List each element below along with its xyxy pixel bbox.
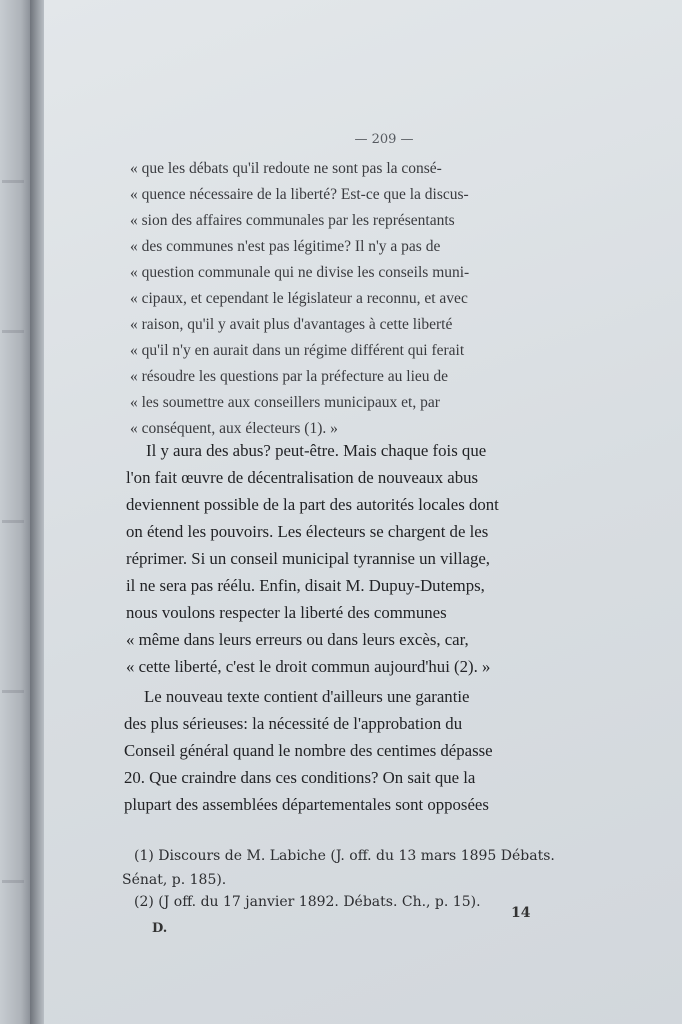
quote-line: « sion des affaires communales par les représentants xyxy=(130,212,455,229)
body-line: on étend les pouvoirs. Les électeurs se chargent de les xyxy=(126,522,489,541)
body-line: plupart des assemblées départementales sont opposées xyxy=(124,795,489,814)
body-line: des plus sérieuses: la nécessité de l'approbation du xyxy=(124,714,463,733)
book-gutter xyxy=(30,0,44,1024)
footnote: (2) (J off. du 17 janvier 1892. Débats. Ch., p. 15). xyxy=(134,894,481,910)
quote-line: « quence nécessaire de la liberté? Est-ce que la discus- xyxy=(130,186,469,203)
quote-line: « résoudre les questions par la préfecture au lieu de xyxy=(130,368,449,385)
show-through-mark xyxy=(2,330,24,333)
quote-line: « que les débats qu'il redoute ne sont pas la consé- xyxy=(130,160,442,177)
body-line: réprimer. Si un conseil municipal tyrannise un village, xyxy=(126,549,490,568)
show-through-mark xyxy=(2,520,24,523)
quote-line: « qu'il n'y en aurait dans un régime différent qui ferait xyxy=(130,342,465,359)
body-line: l'on fait œuvre de décentralisation de nouveaux abus xyxy=(126,468,479,487)
body-line: nous voulons respecter la liberté des communes xyxy=(126,603,447,622)
sheet-number: 14 xyxy=(511,905,531,921)
page-number: — 209 — xyxy=(354,132,414,147)
body-line: il ne sera pas réélu. Enfin, disait M. Dupuy-Dutemps, xyxy=(126,576,485,595)
show-through-mark xyxy=(2,690,24,693)
body-line: « même dans leurs erreurs ou dans leurs excès, car, xyxy=(126,630,469,649)
body-line: Conseil général quand le nombre des centimes dépasse xyxy=(124,741,493,760)
adjacent-page-edge xyxy=(0,0,30,1024)
quote-line: « raison, qu'il y avait plus d'avantages à cette liberté xyxy=(130,316,453,333)
quote-line: « les soumettre aux conseillers municipaux et, par xyxy=(130,394,440,411)
body-line: « cette liberté, c'est le droit commun aujourd'hui (2). » xyxy=(126,657,491,676)
quote-line: « cipaux, et cependant le législateur a reconnu, et avec xyxy=(130,290,468,307)
body-line: 20. Que craindre dans ces conditions? On sait que la xyxy=(124,768,476,787)
quote-line: « conséquent, aux électeurs (1). » xyxy=(130,420,338,437)
body-line: Il y aura des abus? peut-être. Mais chaque fois que xyxy=(146,441,487,460)
show-through-mark xyxy=(2,180,24,183)
footnote: Sénat, p. 185). xyxy=(122,872,227,888)
body-line: Le nouveau texte contient d'ailleurs une garantie xyxy=(144,687,470,706)
quote-line: « des communes n'est pas légitime? Il n'y a pas de xyxy=(130,238,441,255)
show-through-mark xyxy=(2,880,24,883)
body-line: deviennent possible de la part des autorités locales dont xyxy=(126,495,499,514)
quote-line: « question communale qui ne divise les conseils muni- xyxy=(130,264,470,281)
footnote: (1) Discours de M. Labiche (J. off. du 13 mars 1895 Débats. xyxy=(134,848,555,864)
signature-mark: D. xyxy=(152,921,168,936)
